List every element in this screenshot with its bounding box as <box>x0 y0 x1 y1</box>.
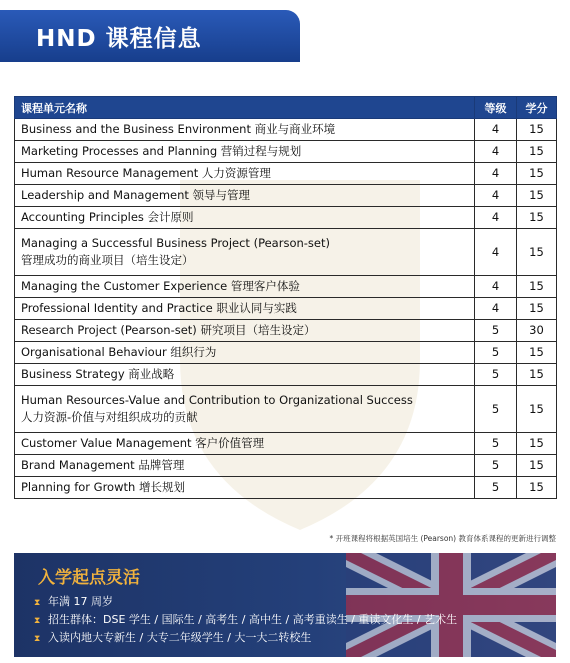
course-level: 4 <box>475 298 517 320</box>
course-level: 5 <box>475 320 517 342</box>
course-name: Human Resource Management 人力资源管理 <box>15 163 475 185</box>
course-name: Business and the Business Environment 商业与商业环境 <box>15 119 475 141</box>
table-row <box>15 386 557 433</box>
course-name-cn: 人力资源-价值与对组织成功的贡献 <box>21 410 198 424</box>
course-name: Brand Management 品牌管理 <box>15 455 475 477</box>
section-title-bar <box>0 10 300 62</box>
course-name-cell <box>15 229 475 276</box>
course-level: 5 <box>475 364 517 386</box>
course-name: Managing the Customer Experience 管理客户体验 <box>15 276 475 298</box>
table-row <box>15 119 557 141</box>
banner-list <box>34 593 457 647</box>
table-row <box>15 477 557 499</box>
table-row <box>15 185 557 207</box>
page-title: HND 课程信息 <box>36 26 202 52</box>
table-row <box>15 455 557 477</box>
table-row <box>15 364 557 386</box>
course-level: 4 <box>475 163 517 185</box>
admission-banner <box>14 553 556 657</box>
banner-item-text: 入读内地大专新生 / 大专二年级学生 / 大一大二转校生 <box>48 631 312 644</box>
course-name: Professional Identity and Practice 职业认同与实践 <box>15 298 475 320</box>
table-row <box>15 276 557 298</box>
hourglass-icon: ⧗ <box>34 616 41 626</box>
course-credits: 15 <box>517 477 557 499</box>
course-level: 5 <box>475 342 517 364</box>
course-name-cell <box>15 386 475 433</box>
hourglass-icon: ⧗ <box>34 634 41 644</box>
course-credits: 15 <box>517 163 557 185</box>
course-level: 5 <box>475 477 517 499</box>
footnote: * 开班课程将根据英国培生 (Pearson) 教育体系课程的更新进行调整 <box>329 534 556 543</box>
course-credits: 15 <box>517 229 557 276</box>
table-row <box>15 163 557 185</box>
banner-title: 入学起点灵活 <box>38 568 140 588</box>
course-name: Leadership and Management 领导与管理 <box>15 185 475 207</box>
course-level: 4 <box>475 185 517 207</box>
table-row <box>15 207 557 229</box>
course-level: 5 <box>475 455 517 477</box>
course-name: Organisational Behaviour 组织行为 <box>15 342 475 364</box>
course-credits: 15 <box>517 185 557 207</box>
course-name: Business Strategy 商业战略 <box>15 364 475 386</box>
course-level: 4 <box>475 207 517 229</box>
course-name: Marketing Processes and Planning 营销过程与规划 <box>15 141 475 163</box>
course-credits: 15 <box>517 141 557 163</box>
table-row <box>15 342 557 364</box>
course-name: Research Project (Pearson-set) 研究项目（培生设定） <box>15 320 475 342</box>
column-header-name: 课程单元名称 <box>15 97 475 119</box>
table-row <box>15 298 557 320</box>
course-credits: 15 <box>517 433 557 455</box>
table-row <box>15 229 557 276</box>
course-name-cn: 管理成功的商业项目（培生设定） <box>21 253 194 267</box>
banner-item <box>34 593 457 611</box>
course-name: Planning for Growth 增长规划 <box>15 477 475 499</box>
course-credits: 15 <box>517 455 557 477</box>
course-credits: 15 <box>517 364 557 386</box>
course-table-container <box>14 96 556 499</box>
table-header-row <box>15 97 557 119</box>
table-row <box>15 320 557 342</box>
course-credits: 15 <box>517 119 557 141</box>
column-header-credits: 学分 <box>517 97 557 119</box>
course-credits: 15 <box>517 342 557 364</box>
course-name: Accounting Principles 会计原则 <box>15 207 475 229</box>
course-credits: 15 <box>517 276 557 298</box>
course-name: Customer Value Management 客户价值管理 <box>15 433 475 455</box>
banner-item <box>34 629 457 647</box>
table-row <box>15 433 557 455</box>
course-level: 4 <box>475 119 517 141</box>
course-name: Human Resources-Value and Contribution to Organizational Success <box>21 393 413 407</box>
column-header-level: 等级 <box>475 97 517 119</box>
hourglass-icon: ⧗ <box>34 598 41 608</box>
banner-item <box>34 611 457 629</box>
course-level: 5 <box>475 433 517 455</box>
course-credits: 15 <box>517 386 557 433</box>
course-level: 4 <box>475 141 517 163</box>
course-credits: 15 <box>517 298 557 320</box>
course-table <box>14 96 557 499</box>
course-level: 4 <box>475 276 517 298</box>
course-credits: 30 <box>517 320 557 342</box>
course-name: Managing a Successful Business Project (Pearson-set) <box>21 236 330 250</box>
table-row <box>15 141 557 163</box>
banner-item-text: 年满 17 周岁 <box>48 595 113 608</box>
course-level: 5 <box>475 386 517 433</box>
banner-item-text: 招生群体：DSE 学生 / 国际生 / 高考生 / 高中生 / 高考重读生 / 重读文化生 / 艺术生 <box>48 613 458 626</box>
course-level: 4 <box>475 229 517 276</box>
course-credits: 15 <box>517 207 557 229</box>
